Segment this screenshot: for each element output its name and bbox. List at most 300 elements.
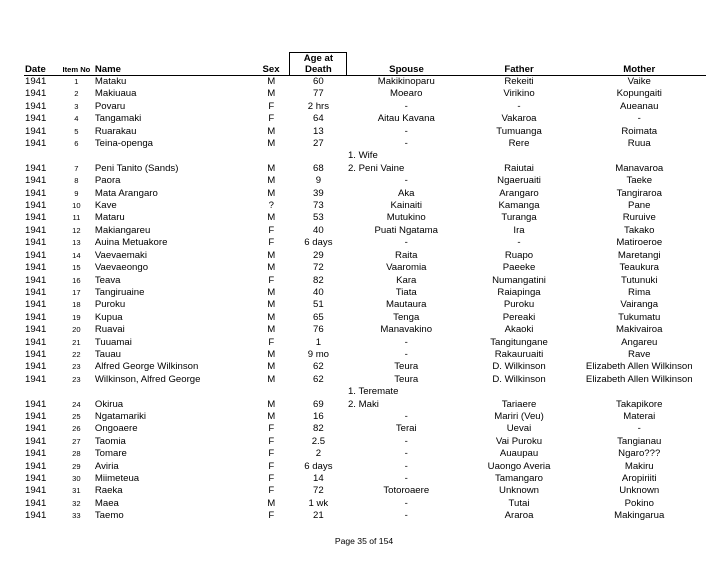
spouse-cell: Tiata	[395, 286, 417, 298]
table-row	[24, 188, 706, 200]
mother-cell: Roimata	[621, 125, 658, 137]
mother-cell: Tangiraroa	[616, 187, 662, 199]
date-cell	[24, 386, 59, 398]
table-row	[24, 262, 706, 274]
father-cell: Puroku	[503, 299, 535, 311]
date-cell: 1941	[25, 125, 47, 137]
age-cell: 29	[313, 249, 324, 261]
father-cell: Raiutai	[504, 162, 534, 174]
date-cell: 1941	[25, 175, 47, 187]
father-cell: Rakauruaiti	[494, 348, 544, 360]
item-no-cell: 13	[72, 238, 81, 248]
mother-cell: Pane	[628, 200, 651, 212]
item-no-cell: 26	[72, 424, 81, 434]
item-no-cell	[59, 386, 94, 398]
mother-cell	[573, 150, 707, 162]
date-cell: 1941	[25, 237, 47, 249]
spouse-cell: Aka	[397, 187, 415, 199]
name-cell: Vaevaeongo	[94, 262, 149, 274]
father-cell: -	[517, 237, 521, 249]
mother-cell	[573, 386, 707, 398]
age-cell: 76	[313, 324, 324, 336]
name-cell: Peni Tanito (Sands)	[94, 162, 179, 174]
sex-cell: M	[267, 410, 276, 422]
father-cell: Auaupau	[499, 448, 539, 460]
table-row	[24, 498, 706, 510]
name-cell: Raeka	[94, 485, 123, 497]
age-cell: 51	[313, 299, 324, 311]
table-row	[24, 138, 706, 150]
item-no-cell: 23	[72, 374, 81, 384]
mother-cell: Teaukura	[619, 262, 659, 274]
sex-cell: M	[267, 212, 276, 224]
date-cell: 1941	[25, 448, 47, 460]
sex-cell: M	[267, 324, 276, 336]
father-cell: D. Wilkinson	[492, 373, 546, 385]
date-cell: 1941	[25, 311, 47, 323]
age-cell: 73	[313, 200, 324, 212]
sex-cell: M	[267, 249, 276, 261]
item-no-cell: 20	[72, 325, 81, 335]
name-cell: Teava	[94, 274, 121, 286]
sex-cell: F	[268, 485, 275, 497]
sex-cell: F	[268, 460, 275, 472]
sex-cell: M	[267, 299, 276, 311]
father-cell: Uevai	[506, 423, 532, 435]
father-cell: Paeeke	[502, 262, 536, 274]
mother-cell: Tangianau	[617, 435, 662, 447]
name-cell: Makiangareu	[94, 224, 151, 236]
date-cell: 1941	[25, 113, 47, 125]
age-cell: 2 hrs	[307, 100, 330, 112]
name-cell: Paora	[94, 175, 121, 187]
date-header: Date	[24, 64, 59, 76]
age-cell: 1 wk	[308, 497, 329, 509]
age-cell: 2	[315, 448, 322, 460]
sex-cell: M	[267, 175, 276, 187]
item-no-cell: 32	[72, 498, 81, 508]
item-no-cell: 33	[72, 511, 81, 521]
name-cell: Puroku	[94, 299, 126, 311]
father-cell: Tumuanga	[496, 125, 542, 137]
table-row	[24, 324, 706, 336]
name-cell: Kave	[94, 200, 117, 212]
mother-cell: -	[637, 423, 641, 435]
name-cell	[94, 386, 253, 398]
sex-cell: F	[268, 510, 275, 522]
name-cell: Ngatamariki	[94, 410, 147, 422]
name-cell: Tuuamai	[94, 336, 132, 348]
spouse-cell: Raita	[395, 249, 418, 261]
table-row	[24, 113, 706, 125]
father-cell: Tangitungane	[490, 336, 548, 348]
spouse-header: Spouse	[347, 64, 466, 76]
spouse-cell: Totoroaere	[383, 485, 430, 497]
date-cell: 1941	[25, 348, 47, 360]
father-cell: Kamanga	[498, 200, 540, 212]
table-row	[24, 101, 706, 113]
father-cell: Numangatini	[492, 274, 546, 286]
mother-cell: Vairanga	[620, 299, 659, 311]
date-cell: 1941	[25, 88, 47, 100]
spouse-cell: Teura	[394, 373, 419, 385]
item-no-cell: 27	[72, 436, 81, 446]
table-row	[24, 150, 706, 162]
name-cell: Vaevaemaki	[94, 249, 147, 261]
item-no-cell: 9	[74, 188, 79, 198]
item-no-cell: 21	[72, 337, 81, 347]
mother-cell: Makivairoa	[616, 324, 663, 336]
date-cell: 1941	[25, 398, 47, 410]
item-no-cell: 24	[72, 399, 81, 409]
mother-cell: Rima	[628, 286, 651, 298]
spouse-cell: -	[404, 237, 408, 249]
table-row	[24, 461, 706, 473]
sex-cell: F	[268, 435, 275, 447]
sex-cell: F	[268, 336, 275, 348]
sex-cell	[253, 150, 290, 162]
sex-cell	[253, 386, 290, 398]
age-cell: 21	[313, 510, 324, 522]
table-row	[24, 225, 706, 237]
sex-cell: M	[267, 262, 276, 274]
date-cell: 1941	[25, 200, 47, 212]
mother-cell: Ruruive	[622, 212, 656, 224]
spouse-cell: -	[404, 448, 408, 460]
item-no-cell: 23	[72, 362, 81, 372]
father-cell: Ira	[513, 224, 525, 236]
item-no-cell: 11	[72, 213, 81, 223]
spouse-cell: -	[404, 348, 408, 360]
age-cell: 62	[313, 373, 324, 385]
age-header-line2: Death	[290, 64, 347, 76]
name-cell: Tangiruaine	[94, 286, 145, 298]
age-cell	[290, 386, 347, 398]
age-cell: 9	[315, 175, 322, 187]
date-cell: 1941	[25, 361, 47, 373]
mother-cell: Elizabeth Allen Wilkinson	[585, 373, 693, 385]
item-no-cell: 18	[72, 300, 81, 310]
sex-cell: M	[267, 348, 276, 360]
mother-cell: Takapikore	[616, 398, 663, 410]
mother-cell: Unknown	[619, 485, 660, 497]
mother-cell: Makingarua	[614, 510, 665, 522]
table-row	[24, 175, 706, 187]
table-row	[24, 473, 706, 485]
name-cell: Ruavai	[94, 324, 125, 336]
father-cell	[466, 386, 573, 398]
mother-cell: Maretangi	[617, 249, 661, 261]
age-cell: 77	[313, 88, 324, 100]
date-cell: 1941	[25, 138, 47, 150]
item-no-cell: 10	[72, 201, 81, 211]
spouse-cell: -	[404, 473, 408, 484]
name-cell: Mataku	[94, 76, 127, 87]
father-cell: Arangaro	[499, 187, 539, 199]
table-row	[24, 448, 706, 460]
father-cell: Tariaere	[501, 398, 537, 410]
table-row	[24, 423, 706, 435]
name-cell: Povaru	[94, 100, 126, 112]
name-cell	[94, 150, 253, 162]
table-row	[24, 287, 706, 299]
date-cell: 1941	[25, 410, 47, 422]
mother-cell: Angareu	[621, 336, 658, 348]
name-cell: Wilkinson, Alfred George	[94, 373, 201, 385]
sex-cell: M	[267, 497, 276, 509]
item-no-cell: 8	[74, 176, 79, 186]
father-cell: D. Wilkinson	[492, 361, 546, 373]
age-cell	[290, 150, 347, 162]
father-cell: Turanga	[501, 212, 537, 224]
age-cell: 53	[313, 212, 324, 224]
sex-cell: F	[268, 237, 275, 249]
age-cell: 62	[313, 361, 324, 373]
name-cell: Okirua	[94, 398, 124, 410]
item-no-cell: 12	[72, 225, 81, 235]
spouse-cell: Vaaromia	[386, 262, 427, 274]
father-cell: Pereaki	[502, 311, 536, 323]
item-no-cell: 28	[72, 449, 81, 459]
spouse-cell: Puati Ngatama	[374, 224, 438, 236]
spouse-cell: -	[404, 138, 408, 150]
date-cell: 1941	[25, 100, 47, 112]
age-cell: 6 days	[304, 237, 333, 249]
table-row	[24, 200, 706, 212]
sex-cell: M	[267, 162, 276, 174]
name-cell: Alfred George Wilkinson	[94, 361, 199, 373]
table-row	[24, 76, 706, 89]
table-row	[24, 299, 706, 311]
age-header-line1: Age at	[290, 53, 347, 65]
item-no-cell: 3	[74, 101, 79, 111]
spouse-cell: -	[404, 175, 408, 187]
table-row	[24, 386, 706, 398]
table-row	[24, 126, 706, 138]
father-cell: Virikino	[503, 88, 535, 100]
name-cell: Mata Arangaro	[94, 187, 158, 199]
sex-cell: M	[267, 138, 276, 150]
date-cell: 1941	[25, 187, 47, 199]
sex-cell: F	[268, 473, 275, 484]
father-cell: Araroa	[504, 510, 534, 522]
table-row	[24, 349, 706, 361]
sex-cell: F	[268, 423, 275, 435]
table-row	[24, 374, 706, 386]
spouse-cell: Makikinoparu	[377, 76, 435, 87]
sex-cell: M	[267, 373, 276, 385]
spouse-cell: -	[404, 125, 408, 137]
date-cell: 1941	[25, 212, 47, 224]
sex-cell: ?	[268, 200, 274, 212]
table-row	[24, 436, 706, 448]
table-row	[24, 361, 706, 373]
mother-cell: Makiru	[624, 460, 654, 472]
father-cell: Rere	[508, 138, 530, 150]
mother-cell: Ruua	[627, 138, 651, 150]
item-no-cell: 31	[72, 486, 81, 496]
name-cell: Mataru	[94, 212, 125, 224]
mother-cell: Ngaro???	[618, 448, 661, 460]
page-footer: Page 35 of 154	[334, 536, 394, 546]
age-cell: 72	[313, 485, 324, 497]
father-cell: Ngaeruaiti	[497, 175, 541, 187]
mother-cell: Taeke	[626, 175, 653, 187]
date-cell: 1941	[25, 162, 47, 174]
spouse-cell: -	[404, 497, 408, 509]
mother-cell: Kopungaiti	[616, 88, 662, 100]
mother-cell: Tutunuki	[621, 274, 658, 286]
age-cell: 64	[313, 113, 324, 125]
age-cell: 1	[315, 336, 322, 348]
name-cell: Tauau	[94, 348, 122, 360]
spouse-cell: Aitau Kavana	[377, 113, 435, 125]
spouse-cell: Terai	[395, 423, 417, 435]
name-cell: Tangamaki	[94, 113, 142, 125]
sex-cell: M	[267, 398, 276, 410]
sex-cell: F	[268, 274, 275, 286]
date-cell: 1941	[25, 299, 47, 311]
sex-cell: M	[267, 311, 276, 323]
table-row	[24, 399, 706, 411]
date-cell: 1941	[25, 373, 47, 385]
mother-cell: Aropiriiti	[621, 473, 657, 484]
item-no-cell: 16	[72, 275, 81, 285]
date-cell: 1941	[25, 423, 47, 435]
item-no-cell: 19	[72, 312, 81, 322]
item-no-cell: 22	[72, 349, 81, 359]
mother-cell: -	[637, 113, 641, 125]
father-cell: Rekeiti	[504, 76, 534, 87]
item-no-cell: 6	[74, 139, 79, 149]
name-cell: Maea	[94, 497, 119, 509]
item-no-cell: 17	[72, 287, 81, 297]
father-header: Father	[466, 64, 573, 76]
date-cell: 1941	[25, 497, 47, 509]
date-cell: 1941	[25, 76, 47, 87]
sex-cell: M	[267, 76, 276, 87]
sex-cell: F	[268, 448, 275, 460]
name-cell: Auina Metuakore	[94, 237, 168, 249]
mother-cell: Vaike	[627, 76, 651, 87]
table-row	[24, 337, 706, 349]
item-no-cell: 29	[72, 461, 81, 471]
spouse-cell: Tenga	[393, 311, 420, 323]
father-cell: Vakaroa	[501, 113, 537, 125]
mother-cell: Tukumatu	[618, 311, 661, 323]
age-cell: 72	[313, 262, 324, 274]
table-row	[24, 510, 706, 522]
mother-cell: Elizabeth Allen Wilkinson	[585, 361, 693, 373]
table-row	[24, 237, 706, 249]
table-row	[24, 312, 706, 324]
father-cell: Mariri (Veu)	[494, 410, 544, 422]
item-no-cell: 5	[74, 126, 79, 136]
date-cell: 1941	[25, 485, 47, 497]
age-cell: 14	[313, 473, 324, 484]
age-cell: 39	[313, 187, 324, 199]
father-cell: Vai Puroku	[495, 435, 543, 447]
name-header: Name	[94, 64, 253, 76]
name-cell: Taemo	[94, 510, 124, 522]
father-cell: Raiapinga	[497, 286, 541, 298]
age-cell: 27	[313, 138, 324, 150]
father-cell: Ruapo	[504, 249, 534, 261]
name-cell: Miimeteua	[94, 473, 140, 484]
spouse-cell: -	[404, 410, 408, 422]
spouse-cell: Teura	[394, 361, 419, 373]
name-cell: Tomare	[94, 448, 127, 460]
spouse-cell: Mutukino	[386, 212, 426, 224]
item-no-cell: 14	[72, 250, 81, 260]
date-cell: 1941	[25, 274, 47, 286]
mother-cell: Takako	[624, 224, 655, 236]
item-no-cell: 30	[72, 474, 81, 483]
sex-cell: F	[268, 224, 275, 236]
table-row	[24, 411, 706, 423]
sex-cell: M	[267, 125, 276, 137]
sex-cell: M	[267, 286, 276, 298]
father-cell	[466, 150, 573, 162]
mother-header: Mother	[573, 64, 707, 76]
age-cell: 68	[313, 162, 324, 174]
sex-cell: M	[267, 187, 276, 199]
date-cell: 1941	[25, 324, 47, 336]
sex-cell: M	[267, 88, 276, 100]
item-no-cell: 2	[74, 89, 79, 99]
item-no-cell: 25	[72, 411, 81, 421]
spouse-cell: Kainaiti	[390, 200, 422, 212]
date-cell: 1941	[25, 262, 47, 274]
age-cell: 40	[313, 286, 324, 298]
father-cell: Tutai	[508, 497, 530, 509]
table-row	[24, 485, 706, 497]
table-header	[24, 53, 706, 76]
spouse-cell: Moearo	[389, 88, 423, 100]
age-cell: 69	[313, 398, 324, 410]
mother-cell: Manavaroa	[615, 162, 664, 174]
spouse-cell: -	[404, 336, 408, 348]
date-cell: 1941	[25, 249, 47, 261]
age-cell: 82	[313, 274, 324, 286]
sex-cell: F	[268, 113, 275, 125]
age-cell: 16	[313, 410, 324, 422]
item-no-cell: 7	[74, 163, 79, 173]
item-no-cell: 1	[74, 77, 79, 86]
age-cell: 65	[313, 311, 324, 323]
date-cell: 1941	[25, 435, 47, 447]
mother-cell: Matiroeroe	[616, 237, 663, 249]
age-cell: 9 mo	[307, 348, 330, 360]
sex-cell: M	[267, 361, 276, 373]
name-cell: Aviria	[94, 460, 119, 472]
date-cell: 1941	[25, 286, 47, 298]
item-no-cell: 15	[72, 263, 81, 273]
age-cell: 2.5	[311, 435, 326, 447]
father-cell: Unknown	[499, 485, 540, 497]
spouse-cell: 1. Teremate	[347, 386, 399, 398]
date-cell: 1941	[25, 510, 47, 522]
name-cell: Kupua	[94, 311, 123, 323]
name-cell: Makiuaua	[94, 88, 137, 100]
age-cell: 6 days	[304, 460, 333, 472]
mother-cell: Materai	[623, 410, 656, 422]
age-cell: 13	[313, 125, 324, 137]
father-cell: Tamangaro	[495, 473, 544, 484]
spouse-cell: 2. Maki	[347, 398, 379, 410]
spouse-cell: -	[404, 460, 408, 472]
date-cell: 1941	[25, 224, 47, 236]
